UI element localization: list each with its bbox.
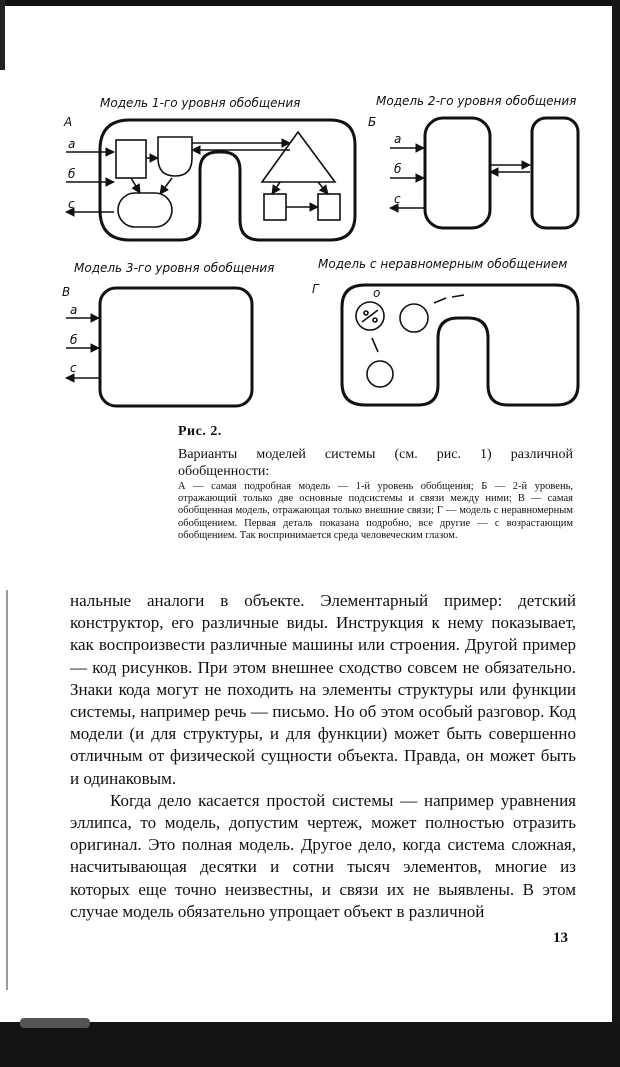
panel-a-input-b: б xyxy=(68,167,76,181)
panel-v-input-b: б xyxy=(70,333,78,347)
panel-a-block-oval xyxy=(118,193,172,227)
panel-a-outline xyxy=(100,120,355,240)
scan-margin-line xyxy=(6,590,8,990)
panel-b-title: Модель 2-го уровня обобщения xyxy=(376,94,577,108)
panel-b-input-b: б xyxy=(394,162,402,176)
panel-v-input-c: с xyxy=(70,361,77,375)
panel-g-letter: Г xyxy=(312,282,319,296)
panel-g-detail-dot-1 xyxy=(364,311,368,315)
panel-a-block-shield xyxy=(158,137,192,176)
panel-b-input-c: с xyxy=(394,192,401,206)
figure-caption-title: Варианты моделей системы (см. рис. 1) различной обобщенности: xyxy=(178,447,573,479)
panel-a-block-square-left xyxy=(264,194,286,220)
panel-g-mark: о xyxy=(373,286,381,300)
scan-edge-bottom xyxy=(0,1022,620,1067)
figure-number: Рис. 2. xyxy=(178,424,222,439)
page-number: 13 xyxy=(553,930,568,946)
panel-b-input-a: а xyxy=(394,132,402,146)
panel-v-title: Модель 3-го уровня обобщения xyxy=(74,261,275,275)
panel-a-link-4 xyxy=(131,178,140,193)
panel-a-block-triangle xyxy=(262,132,335,182)
panel-v-letter: В xyxy=(62,285,71,299)
panel-a-input-c: с xyxy=(68,197,75,211)
panel-g-part-3 xyxy=(434,298,446,303)
body-text xyxy=(70,590,576,923)
figure-caption-body: А — самая подробная модель — 1-й уровень обобщения; Б — 2-й уровень, отражающий только две основные подсистемы и связи между ними; В — самая обобщенная модель, отражающая только внешние связи; Г — модель с неравномерным обобщением. Первая деталь показана подробно, все другие — с возрастающим обобщением. Так воспринимается среда человеческим глазом. xyxy=(178,481,573,541)
panel-a-block-rect xyxy=(116,140,146,178)
panel-a-link-5 xyxy=(160,178,172,194)
panel-a-letter: А xyxy=(64,115,73,129)
paragraph-1: нальные аналоги в объекте. Элементарный пример: детский конструктор, его различные виды. Инструкция к нему показывает, как воспроизвести различные машины или строения. Другой пример — код рисунков. При этом внешнее сходство совсем не обязательно. Знаки кода могут не походить на элементы структуры или функции системы, например речь — письмо. Но об этом особый разговор. Код модели (и для структуры, и для функции) может быть совершенно отличным от физической сущности объекта. Правда, он может быть и одинаковым. xyxy=(70,591,576,788)
panel-a-link-7 xyxy=(318,182,328,194)
panel-v-system xyxy=(100,288,252,406)
panel-v xyxy=(62,261,274,406)
panel-a xyxy=(63,96,355,240)
panel-b-subsystem-left xyxy=(425,118,490,228)
panel-g xyxy=(312,257,578,405)
panel-g-part-2 xyxy=(400,304,428,332)
panel-g-part-5 xyxy=(367,361,393,387)
panel-a-block-square-right xyxy=(318,194,340,220)
panel-g-detail-dot-2 xyxy=(373,318,377,322)
panel-g-link xyxy=(372,338,378,352)
panel-a-input-a: а xyxy=(68,137,76,151)
panel-g-part-4 xyxy=(452,295,464,297)
panel-b xyxy=(368,94,578,228)
panel-a-title: Модель 1-го уровня обобщения xyxy=(100,96,301,110)
paragraph-2: Когда дело касается простой системы — например уравнения эллипса, то модель, допустим чертеж, может полностью отразить оригинал. Это полная модель. Другое дело, когда система сложная, насчитывающая десятки и сотни тысяч элементов, многие из которых еще точно неизвестны, и связи их не выявлены. В этом случае модель обязательно упрощает объект в различной xyxy=(70,790,576,921)
scan-edge-fray xyxy=(20,1018,90,1028)
panel-b-subsystem-right xyxy=(532,118,578,228)
panel-a-link-6 xyxy=(272,182,280,194)
panel-v-input-a: а xyxy=(70,303,78,317)
panel-b-letter: Б xyxy=(368,115,377,129)
figure-2 xyxy=(0,0,620,420)
panel-g-title: Модель с неравномерным обобщением xyxy=(318,257,568,271)
